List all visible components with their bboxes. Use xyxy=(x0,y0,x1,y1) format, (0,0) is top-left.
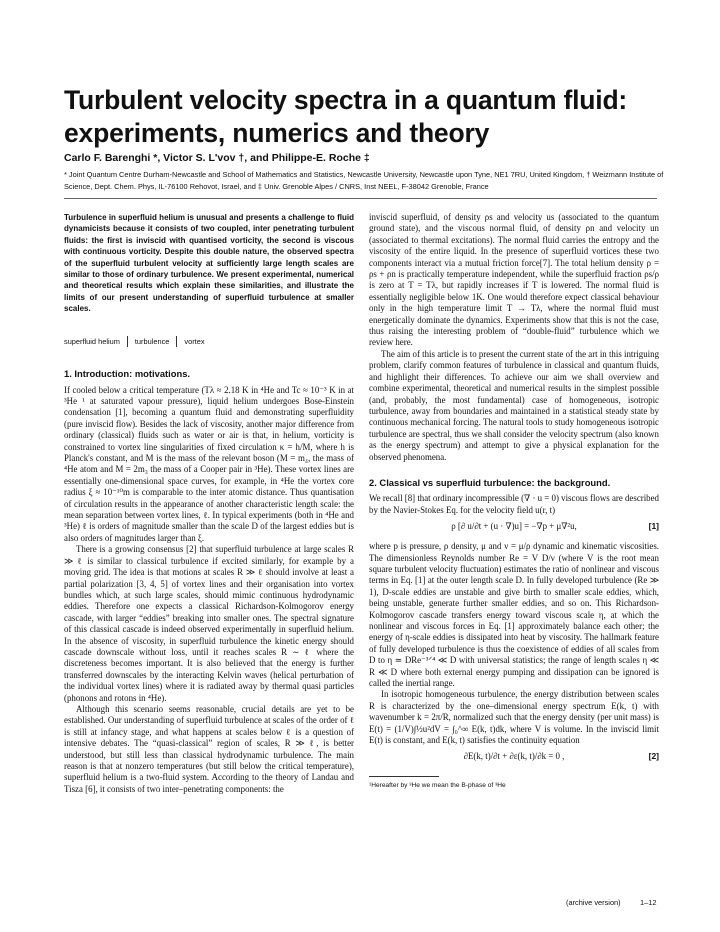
left-column xyxy=(64,212,354,795)
section-2-paragraph-3: In isotropic homogeneous turbulence, the energy distribution between scales R is characterized by the one–dimensional energy spectrum E(k, t) with wavenumber k = 2π/R, normalized such that the energy density (per unit mass) is E(t) = (1/V)∫½u²dV = ∫₀^∞ E(k, t)dk, where V is volume. In the inviscid limit E(t) is constant, and E(k, t) satisfies the continuity equation xyxy=(369,689,659,746)
paper-title: Turbulent velocity spectra in a quantum fluid: experiments, numerics and theory xyxy=(64,85,628,148)
footnote-divider xyxy=(369,776,439,777)
keyword-separator xyxy=(127,336,128,347)
footer-version: (archive version) xyxy=(566,898,621,907)
right-paragraph-1: inviscid superfluid, of density ρs and velocity us (associated to the quantum ground state), and the viscous normal fluid, of density ρn and velocity un (associated to thermal excitations). The normal fluid carries the entropy and the viscosity of the entire liquid. In the presence of superfluid vortices these two components interact via a mutual friction force[7]. The total helium density ρ = ρs + ρn is practically temperature independent, while the superfluid fraction ρs/ρ is zero at T = Tλ, but rapidly increases if T is lowered. The normal fluid is essentially negligible below 1K. One would therefore expect classical behaviour only in the high temperature limit T → Tλ, where the normal fluid must energetically dominate the dynamics. Experiments show that this is not the case, thus raising the interesting problem of “double-fluid” turbulence which we review here. xyxy=(369,212,659,348)
equation-1 xyxy=(369,521,659,536)
affiliations: * Joint Quantum Centre Durham-Newcastle and School of Mathematics and Statistics, Newcastle University, Newcastle upon Tyne, NE1 7RU, United Kingdom, † Weizmann Institute of Science, Dept. Chem. Phys, IL-76100 Rehovot, Israel, and ‡ Univ. Grenoble Alpes / CNRS, Inst NEEL, F-38042 Grenoble, France xyxy=(64,170,664,191)
section-1-paragraph-3: Although this scenario seems reasonable, crucial details are yet to be established. Our understanding of superfluid turbulence at scales of the order of ℓ is still at infancy stage, and what happens at scales below ℓ is a question of intensive debates. The “quasi-classical” region of scales, R ≫ ℓ, is better understood, but still less than classical hydrodynamic turbulence. The main reason is that at nonzero temperatures (but still below the critical temperature), superfluid helium is a two-fluid system. According to the theory of Landau and Tisza [6], it consists of two inter–penetrating components: the xyxy=(64,703,354,794)
keywords xyxy=(64,336,354,348)
equation-1-number: [1] xyxy=(648,521,659,532)
header-divider xyxy=(64,198,657,199)
equation-1-body: ρ [∂ u/∂t + (u · ∇)u] = −∇p + μ∇²u, xyxy=(451,521,577,532)
right-paragraph-2: The aim of this article is to present the current state of the art in this intriguing problem, clarify common features of turbulence in classical and quantum fluids, and highlight their differences. To achieve our aim we shall overview and combine experimental, theoretical and numerical results in the simplest possible (and, probably, the most fundamental) case of homogeneous, isotropic turbulence, away from boundaries and maintained in a statistical steady state by continuous mechanical forcing. The natural tools to study homogeneous isotropic turbulence are spectral, thus we shall consider the velocity spectrum (also known as the energy spectrum) and attempt to give a physical explanation for the observed phenomena. xyxy=(369,348,660,462)
abstract: Turbulence in superfluid helium is unusual and presents a challenge to fluid dynamicists because it consists of two coupled, inter penetrating turbulent fluids: the first is inviscid with quantised vorticity, the second is viscous with continuous vorticity. Despite this double nature, the observed spectra of the superfluid turbulent velocity at sufficiently large length scales are similar to those of ordinary turbulence. We present experimental, numerical and theoretical results which explain these similarities, and illustrate the limits of our present understanding of superfluid turbulence at smaller scales. xyxy=(64,213,354,314)
footnote: ¹Hereafter by ³He we mean the B-phase of ³He xyxy=(369,782,506,790)
keyword-separator xyxy=(176,336,177,347)
equation-2-number: [2] xyxy=(648,751,659,762)
equation-2 xyxy=(369,751,659,766)
section-1-paragraph-1: If cooled below a critical temperature (Tλ ≈ 2.18 K in ⁴He and Tc ≈ 10⁻³ K in at ³He ¹ at saturated vapour pressure), liquid helium undergoes Bose-Einstein condensation [1], becoming a quantum fluid and demonstrating superfluidity (pure inviscid flow). Besides the lack of viscosity, another major difference from ordinary (classical) fluids such as water or air is that, in helium, vorticity is constrained to vortex line singularities of fixed circulation κ = h/M, where h is Planck's constant, and M is the mass of the relevant boson (M = m₄, the mass of ⁴He atom and M = 2m₃ the mass of a Cooper pair in ³He). These vortex lines are essentially one-dimensional space curves, for example, in ⁴He the vortex core radius ξ ≈ 10⁻¹⁰m is comparable to the inter atomic distance. Thus quantisation of circulation results in the appearance of another characteristic length scale: the mean separation between vortex lines, ℓ. In typical experiments (both in ⁴He and ³He) ℓ is orders of magnitude smaller than the scale D of the largest eddies but is also orders of magnitudes larger than ξ. xyxy=(64,384,354,543)
author-list: Carlo F. Barenghi *, Victor S. L'vov †, and Philippe-E. Roche ‡ xyxy=(64,152,370,164)
keyword-1: superfluid helium xyxy=(64,336,120,346)
keyword-3: vortex xyxy=(184,336,205,346)
section-1-heading: 1. Introduction: motivations. xyxy=(64,368,191,380)
keyword-2: turbulence xyxy=(134,336,170,346)
equation-2-body: ∂E(k, t)/∂t + ∂ε(k, t)/∂k = 0 , xyxy=(463,751,565,762)
footer-page-number: 1–12 xyxy=(640,898,657,907)
section-2-paragraph-1: We recall [8] that ordinary incompressible (∇ · u = 0) viscous flows are described by the Navier-Stokes Eq. for the velocity field u(r, t) xyxy=(369,493,659,515)
section-2-heading: 2. Classical vs superfluid turbulence: the background. xyxy=(369,476,611,488)
section-1-paragraph-2: There is a growing consensus [2] that superfluid turbulence at large scales R ≫ ℓ is similar to classical turbulence if excited similarly, for example by a moving grid. The idea is that motions at scales R ≫ ℓ should involve at least a partial polarization [3, 4, 5] of vortex lines and their organisation into vortex bundles which, at such large scales, should mimic continuous hydrodynamic eddies. Therefore one expects a classical Richardson-Kolmogorov energy cascade, with larger “eddies” breaking into smaller ones. The spectral signature of this classical cascade is indeed observed experimentally in superfluid helium. In the absence of viscosity, in superfluid turbulence the kinetic energy should cascade downscale without loss, until it reaches scales R ∼ ℓ where the discreteness becomes important. It is also believed that the energy is further transferred downscales by the interacting Kelvin waves (helical perturbation of the individual vortex lines) where it is radiated away by thermal quasi particles (phonons and rotons in ⁴He). xyxy=(64,544,354,703)
right-column xyxy=(369,212,659,792)
section-2-paragraph-2: where p is pressure, ρ density, μ and ν = μ/ρ dynamic and kinematic viscosities. The dimensionless Reynolds number Re = V D/ν (where V is the root mean square turbulent velocity fluctuation) estimates the ratio of nonlinear and viscous terms in Eq. [1] at the outer length scale D. In fully developed turbulence (Re ≫ 1), D-scale eddies are unstable and give birth to smaller scale eddies, which, being unstable, generate further smaller eddies, and so on. This Richardson-Kolmogorov cascade transfers energy toward viscous scale η, at which the nonlinear and viscous forces in Eq. [1] approximately balance each other; the energy of η-scale eddies is dissipated into heat by viscosity. The hallmark feature of fully developed turbulence is thus the coexistence of eddies of all scales from D to η ≃ DRe⁻³ᐟ⁴ ≪ D with universal statistics; the range of length scales η ≪ R ≪ D where both external energy pumping and dissipation can be ignored is called the inertial range. xyxy=(369,541,659,689)
